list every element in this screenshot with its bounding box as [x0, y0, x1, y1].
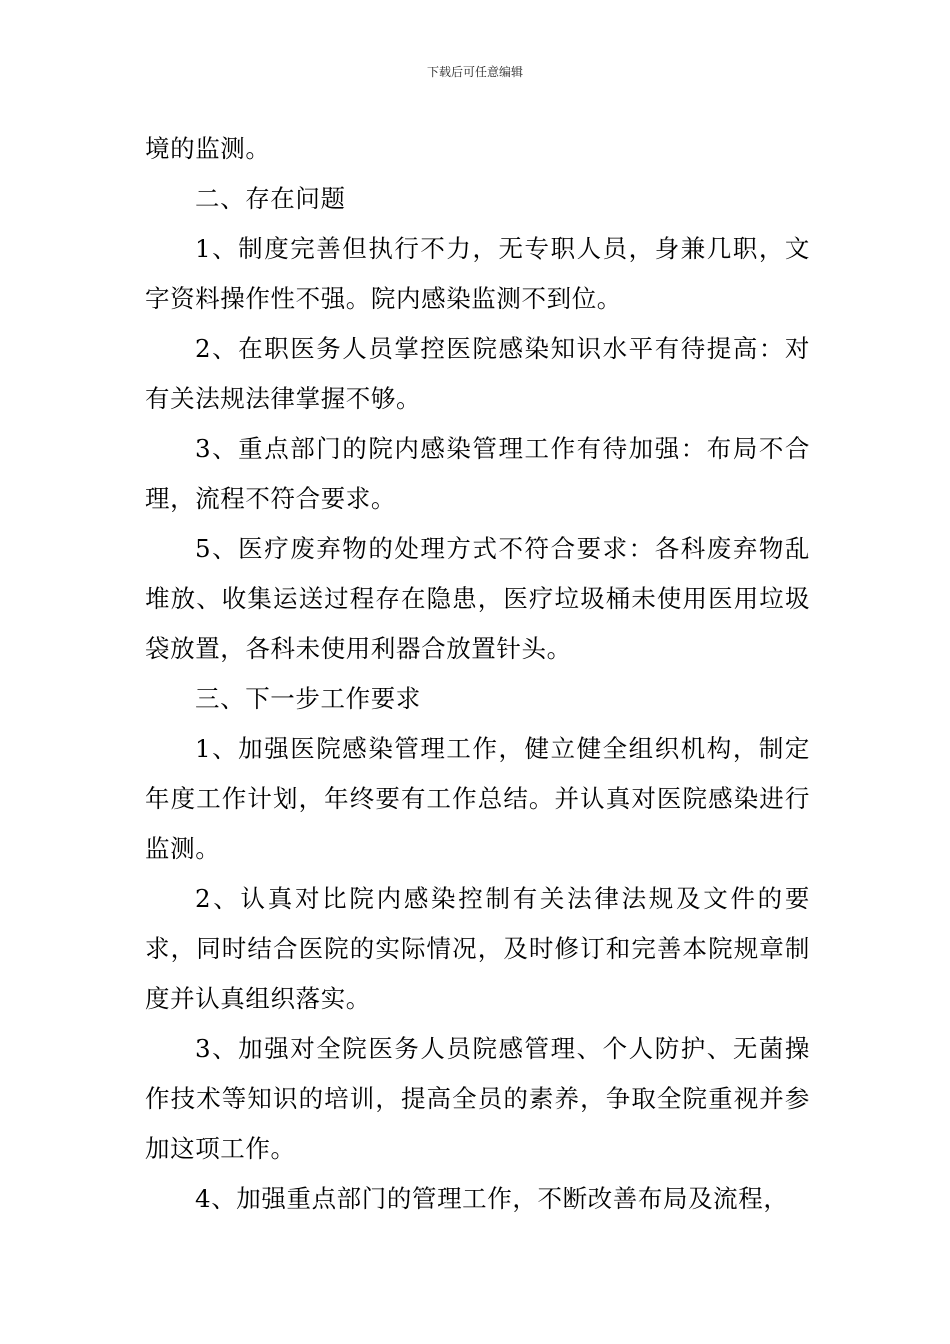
- section-heading-next-steps: 三、下一步工作要求: [195, 684, 421, 713]
- section-heading-problems: 二、存在问题: [195, 184, 346, 213]
- document-body: [145, 124, 810, 1224]
- paragraph-problem-3: 3、重点部门的院内感染管理工作有待加强：布局不合理，流程不符合要求。: [145, 434, 810, 513]
- paragraph-requirement-2: 2、认真对比院内感染控制有关法律法规及文件的要求，同时结合医院的实际情况，及时修订和完善本院规章制度并认真组织落实。: [145, 884, 810, 1013]
- paragraph-requirement-4: 4、加强重点部门的管理工作，不断改善布局及流程，: [195, 1184, 789, 1213]
- paragraph-continuation: 境的监测。: [145, 134, 271, 163]
- paragraph-problem-5: 5、医疗废弃物的处理方式不符合要求：各科废弃物乱堆放、收集运送过程存在隐患，医疗垃圾桶未使用医用垃圾袋放置，各科未使用利器合放置针头。: [145, 534, 810, 663]
- paragraph-requirement-1: 1、加强医院感染管理工作，健立健全组织机构，制定年度工作计划，年终要有工作总结。并认真对医院感染进行监测。: [145, 734, 810, 863]
- paragraph-requirement-3: 3、加强对全院医务人员院感管理、个人防护、无菌操作技术等知识的培训，提高全员的素养，争取全院重视并参加这项工作。: [145, 1034, 810, 1163]
- page-header: 下载后可任意编辑: [426, 65, 523, 79]
- paragraph-problem-1: 1、制度完善但执行不力，无专职人员，身兼几职，文字资料操作性不强。院内感染监测不到位。: [145, 234, 810, 313]
- paragraph-problem-2: 2、在职医务人员掌控医院感染知识水平有待提高：对有关法规法律掌握不够。: [145, 334, 810, 413]
